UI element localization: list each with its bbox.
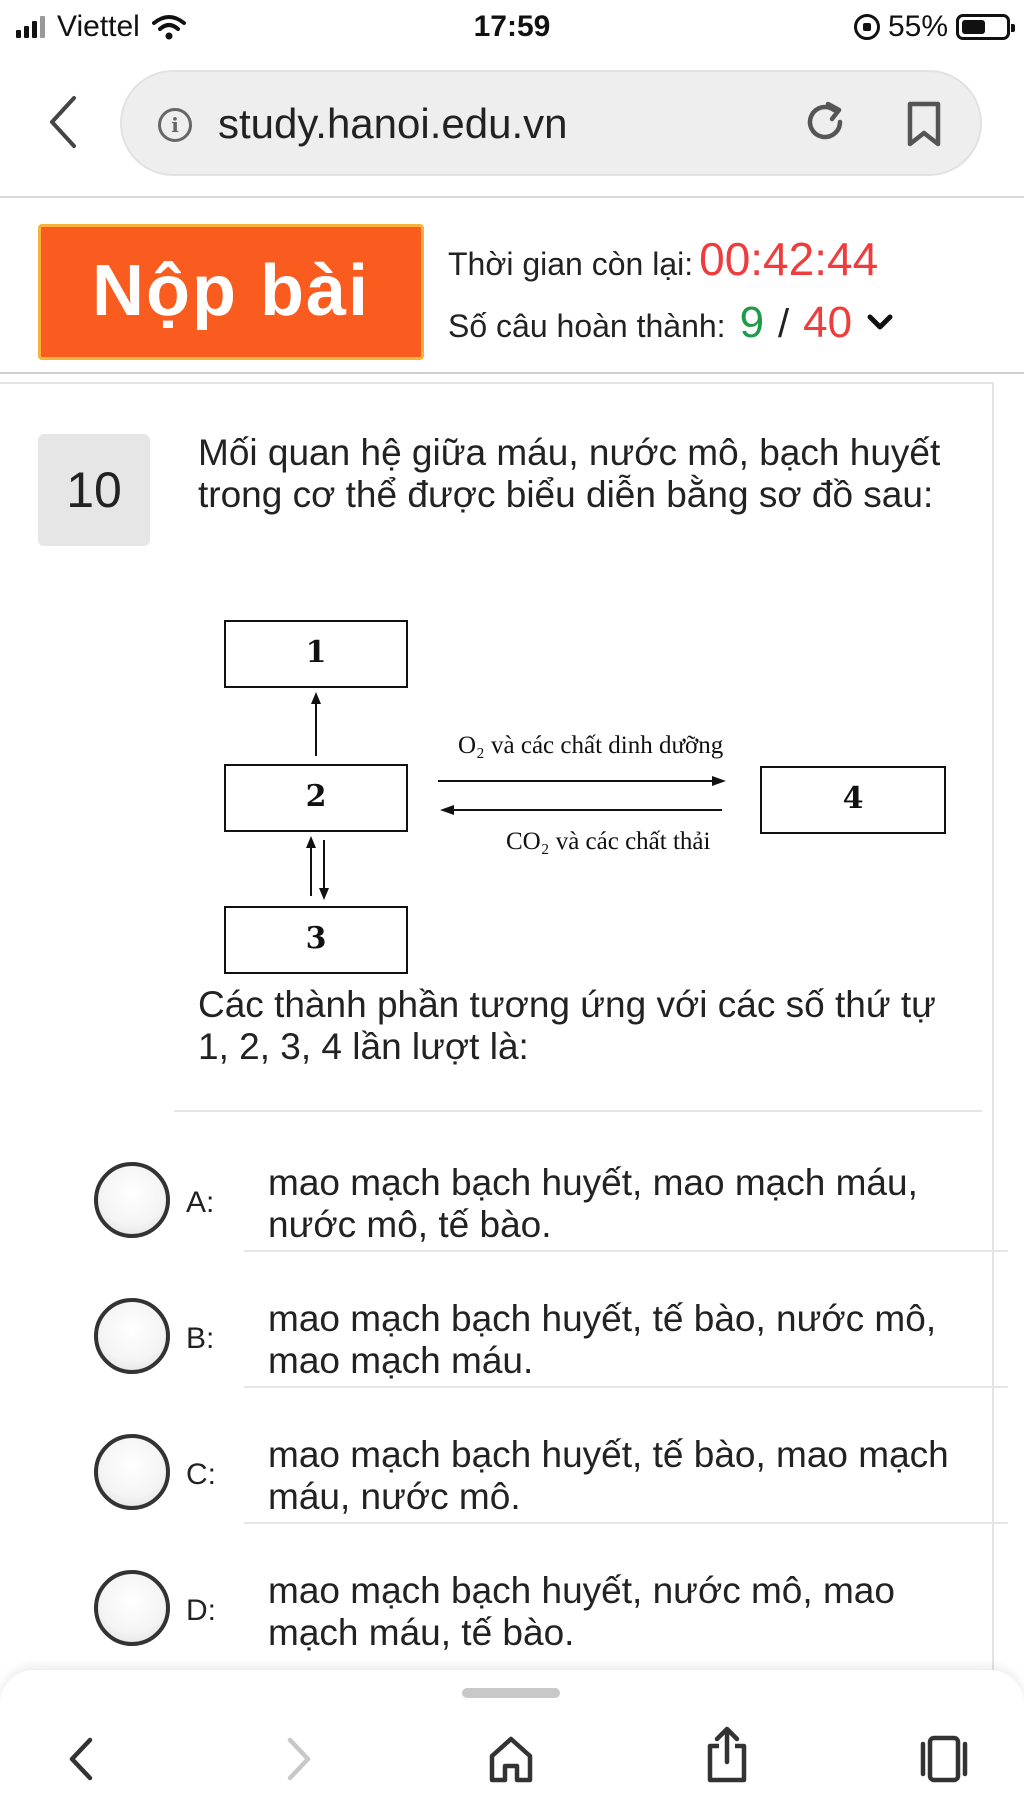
completed-label: Số câu hoàn thành:: [448, 308, 726, 344]
option-text[interactable]: mao mạch bạch huyết, mao mạch máu, nước mô, tế bào.: [268, 1162, 918, 1245]
tabs-icon[interactable]: [918, 1734, 970, 1784]
question-follow-up: Các thành phần tương ứng với các số thứ tự 1, 2, 3, 4 lần lượt là:: [198, 984, 936, 1067]
diagram-box-1: 1: [224, 620, 408, 688]
count-separator: /: [778, 302, 790, 346]
option-text[interactable]: mao mạch bạch huyết, tế bào, nước mô, mao mạch máu.: [268, 1298, 937, 1381]
option-a[interactable]: [0, 1150, 1024, 1280]
option-b[interactable]: [0, 1286, 1024, 1416]
divider: [244, 1250, 1008, 1252]
question-number: 10: [38, 434, 150, 546]
diagram-label-o2: O₂ và các chất dinh dưỡng: [458, 732, 724, 759]
option-c[interactable]: [0, 1422, 1024, 1552]
diagram-box-3: 3: [224, 906, 408, 974]
completed-count: 9: [739, 298, 765, 347]
share-icon[interactable]: [704, 1726, 750, 1784]
option-text[interactable]: mao mạch bạch huyết, nước mô, mao mạch máu, tế bào.: [268, 1570, 895, 1653]
radio-b[interactable]: [94, 1298, 170, 1374]
time-left-value: 00:42:44: [699, 233, 879, 285]
option-text[interactable]: mao mạch bạch huyết, tế bào, mao mạch máu, nước mô.: [268, 1434, 949, 1517]
forward-icon: [278, 1734, 318, 1784]
option-letter: A:: [186, 1186, 215, 1219]
radio-a[interactable]: [94, 1162, 170, 1238]
carrier-name: Viettel: [57, 10, 140, 43]
option-letter: C:: [186, 1458, 216, 1491]
divider: [244, 1386, 1008, 1388]
browser-toolbar: [0, 1670, 1024, 1820]
divider: [174, 1110, 982, 1112]
home-icon[interactable]: [486, 1734, 536, 1784]
url-text[interactable]: study.hanoi.edu.vn: [218, 100, 568, 147]
question-text: Mối quan hệ giữa máu, nước mô, bạch huyết trong cơ thể được biểu diễn bằng sơ đồ sau:: [198, 432, 941, 515]
radio-d[interactable]: [94, 1570, 170, 1646]
divider: [244, 1522, 1008, 1524]
radio-c[interactable]: [94, 1434, 170, 1510]
diagram-box-2: 2: [224, 764, 408, 832]
time-left-label: Thời gian còn lại:: [448, 246, 694, 282]
submit-button[interactable]: Nộp bài: [38, 224, 424, 360]
option-d[interactable]: [0, 1558, 1024, 1688]
battery-percent: 55%: [887, 10, 948, 43]
back-icon[interactable]: [62, 1734, 102, 1784]
total-count: 40: [803, 298, 853, 347]
diagram-box-4: 4: [760, 766, 946, 834]
drag-handle[interactable]: [462, 1688, 560, 1698]
option-letter: B:: [186, 1322, 215, 1355]
clock: 17:59: [473, 10, 551, 43]
diagram-label-co2: CO₂ và các chất thải: [506, 828, 711, 855]
option-letter: D:: [186, 1594, 216, 1627]
info-icon[interactable]: i: [158, 108, 192, 142]
